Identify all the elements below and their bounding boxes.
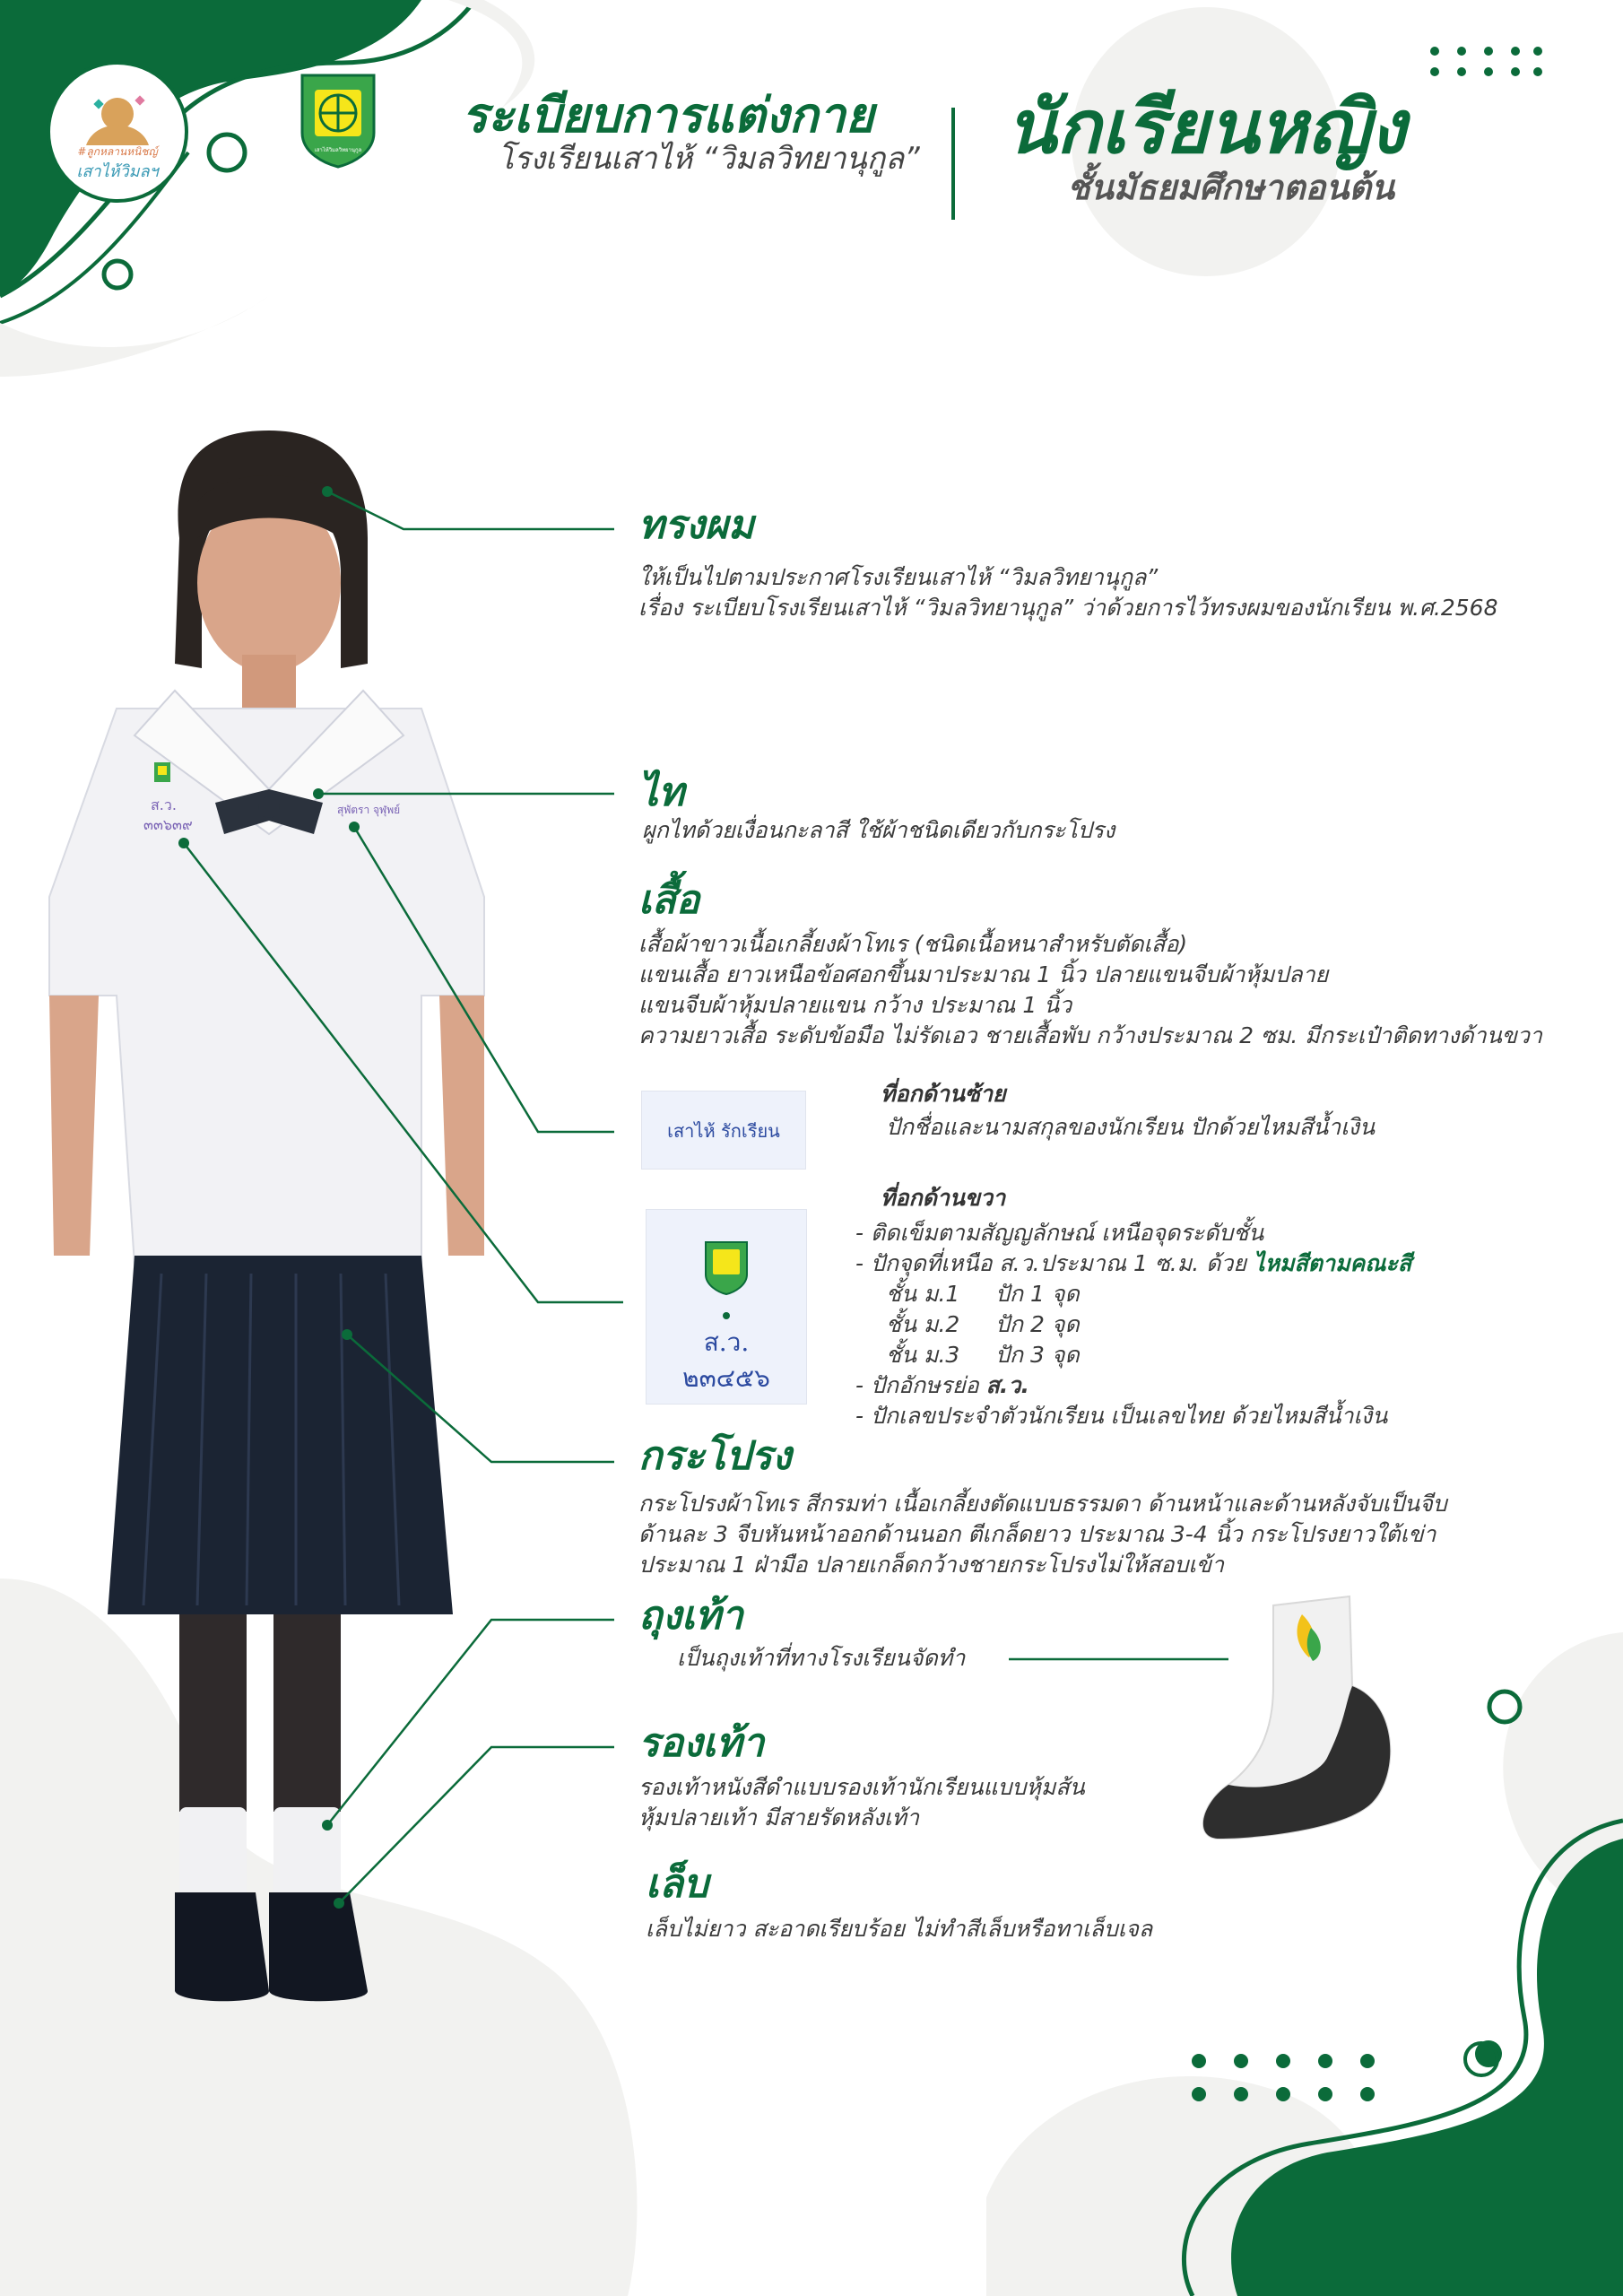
grade-level-3: ชั้น ม.3 xyxy=(886,1342,960,1368)
shirt-line-1: เสื้อผ้าขาวเนื้อเกลี้ยงผ้าโทเร (ชนิดเนื้อหนาสำหรับตัดเสื้อ) xyxy=(638,931,1188,957)
campaign-tag: #ลูกหลานหนิชญ์ xyxy=(77,145,158,158)
section-title-tie: ไท xyxy=(638,770,685,815)
shirt-line-2: แขนเสื้อ ยาวเหนือข้อศอกขึ้นมาประมาณ 1 นิ้ว ปลายแขนจีบผ้าหุ้มปลาย xyxy=(638,961,1329,987)
grade-dots-3: ปัก 3 จุด xyxy=(995,1342,1080,1368)
nails-line: เล็บไม่ยาว สะอาดเรียบร้อย ไม่ทำสีเล็บหรือทาเล็บเจล xyxy=(646,1916,1153,1942)
right-chest-line-2-prefix: - ปักจุดที่เหนือ ส.ว.ประมาณ 1 ซ.ม. ด้วย xyxy=(855,1250,1254,1276)
section-title-hair: ทรงผม xyxy=(638,502,754,548)
tie-line-1: ผูกไทด้วยเงื่อนกะลาสี ใช้ผ้าชนิดเดียวกับกระโปรง xyxy=(642,817,1115,843)
grade-level-2: ชั้น ม.2 xyxy=(886,1311,960,1337)
socks-line: เป็นถุงเท้าที่ทางโรงเรียนจัดทำ xyxy=(677,1645,966,1671)
shirt-line-3: แขนจีบผ้าหุ้มปลายแขน กว้าง ประมาณ 1 นิ้ว xyxy=(638,992,1072,1018)
hair-line-1: ให้เป็นไปตามประกาศโรงเรียนเสาไห้ “วิมลวิทยานุกูล” xyxy=(638,564,1159,590)
school-emblem-text: เสาไห้วิมลวิทยานุกูล xyxy=(314,147,362,153)
left-chest-title: ที่อกด้านซ้าย xyxy=(881,1081,1006,1107)
skirt-line-3: ประมาณ 1 ฝ่ามือ ปลายเกล็ดกว้างชายกระโปรงไม่ให้สอบเข้า xyxy=(638,1552,1225,1578)
header-title-gender: นักเรียนหญิง xyxy=(1006,85,1406,170)
pocket-abbr: ส.ว. xyxy=(151,796,177,813)
left-chest-photo-text: เสาไห้ รักเรียน xyxy=(667,1120,780,1142)
name-tag-embroidery: สุพัตรา จุฬุพย์ xyxy=(337,804,401,816)
shirt-line-4: ความยาวเสื้อ ระดับข้อมือ ไม่รัดเอว ชายเสื้อพับ กว้างประมาณ 2 ซม. มีกระเป๋าติดทางด้านขวา xyxy=(638,1022,1542,1048)
pocket-number: ๓๓๖๓๙ xyxy=(143,816,193,833)
header-title-level: ชั้นมัธยมศึกษาตอนต้น xyxy=(1067,168,1394,207)
header-title-main: ระเบียบการแต่งกาย xyxy=(462,87,874,144)
shoes-line-1: รองเท้าหนังสีดำแบบรองเท้านักเรียนแบบหุ้มส้น xyxy=(638,1774,1085,1800)
right-chest-line-3-bold: ส.ว. xyxy=(985,1372,1029,1398)
campaign-name: เสาไห้วิมลฯ xyxy=(76,162,159,181)
grade-level-1: ชั้น ม.1 xyxy=(886,1281,960,1307)
right-chest-photo-number: ๒๓๔๕๖ xyxy=(682,1363,770,1393)
right-chest-line-3-prefix: - ปักอักษรย่อ xyxy=(855,1372,986,1398)
section-title-shoes: รองเท้า xyxy=(638,1720,765,1766)
section-title-shirt: เสื้อ xyxy=(638,877,700,923)
left-chest-line: ปักชื่อและนามสกุลของนักเรียน ปักด้วยไหมสีน้ำเงิน xyxy=(886,1114,1376,1140)
grade-dots-1: ปัก 1 จุด xyxy=(995,1281,1080,1307)
right-chest-line-2-highlight: ไหมสีตามคณะสี xyxy=(1254,1250,1412,1276)
section-title-skirt: กระโปรง xyxy=(638,1433,792,1479)
right-chest-photo-abbr: ส.ว. xyxy=(703,1327,750,1357)
hair-line-2: เรื่อง ระเบียบโรงเรียนเสาไห้ “วิมลวิทยานุกูล” ว่าด้วยการไว้ทรงผมของนักเรียน พ.ศ.2568 xyxy=(638,595,1498,621)
right-chest-line-1: - ติดเข็มตามสัญญลักษณ์ เหนือจุดระดับชั้น xyxy=(855,1220,1264,1246)
right-chest-line-4: - ปักเลขประจำตัวนักเรียน เป็นเลขไทย ด้วยไหมสีน้ำเงิน xyxy=(855,1403,1388,1429)
grade-dots-2: ปัก 2 จุด xyxy=(995,1311,1080,1337)
section-title-nails: เล็บ xyxy=(646,1861,708,1907)
skirt-line-2: ด้านละ 3 จีบหันหน้าออกด้านนอก ตีเกล็ดยาว ประมาณ 3-4 นิ้ว กระโปรงยาวใต้เข่า xyxy=(638,1521,1436,1547)
shoes-line-2: หุ้มปลายเท้า มีสายรัดหลังเท้า xyxy=(638,1805,920,1831)
section-title-socks: ถุงเท้า xyxy=(638,1593,743,1639)
header-title-school: โรงเรียนเสาไห้ “วิมลวิทยานุกูล” xyxy=(498,141,920,177)
skirt-line-1: กระโปรงผ้าโทเร สีกรมท่า เนื้อเกลี้ยงตัดแบบธรรมดา ด้านหน้าและด้านหลังจับเป็นจีบ xyxy=(638,1491,1447,1517)
right-chest-title: ที่อกด้านขวา xyxy=(881,1185,1006,1211)
